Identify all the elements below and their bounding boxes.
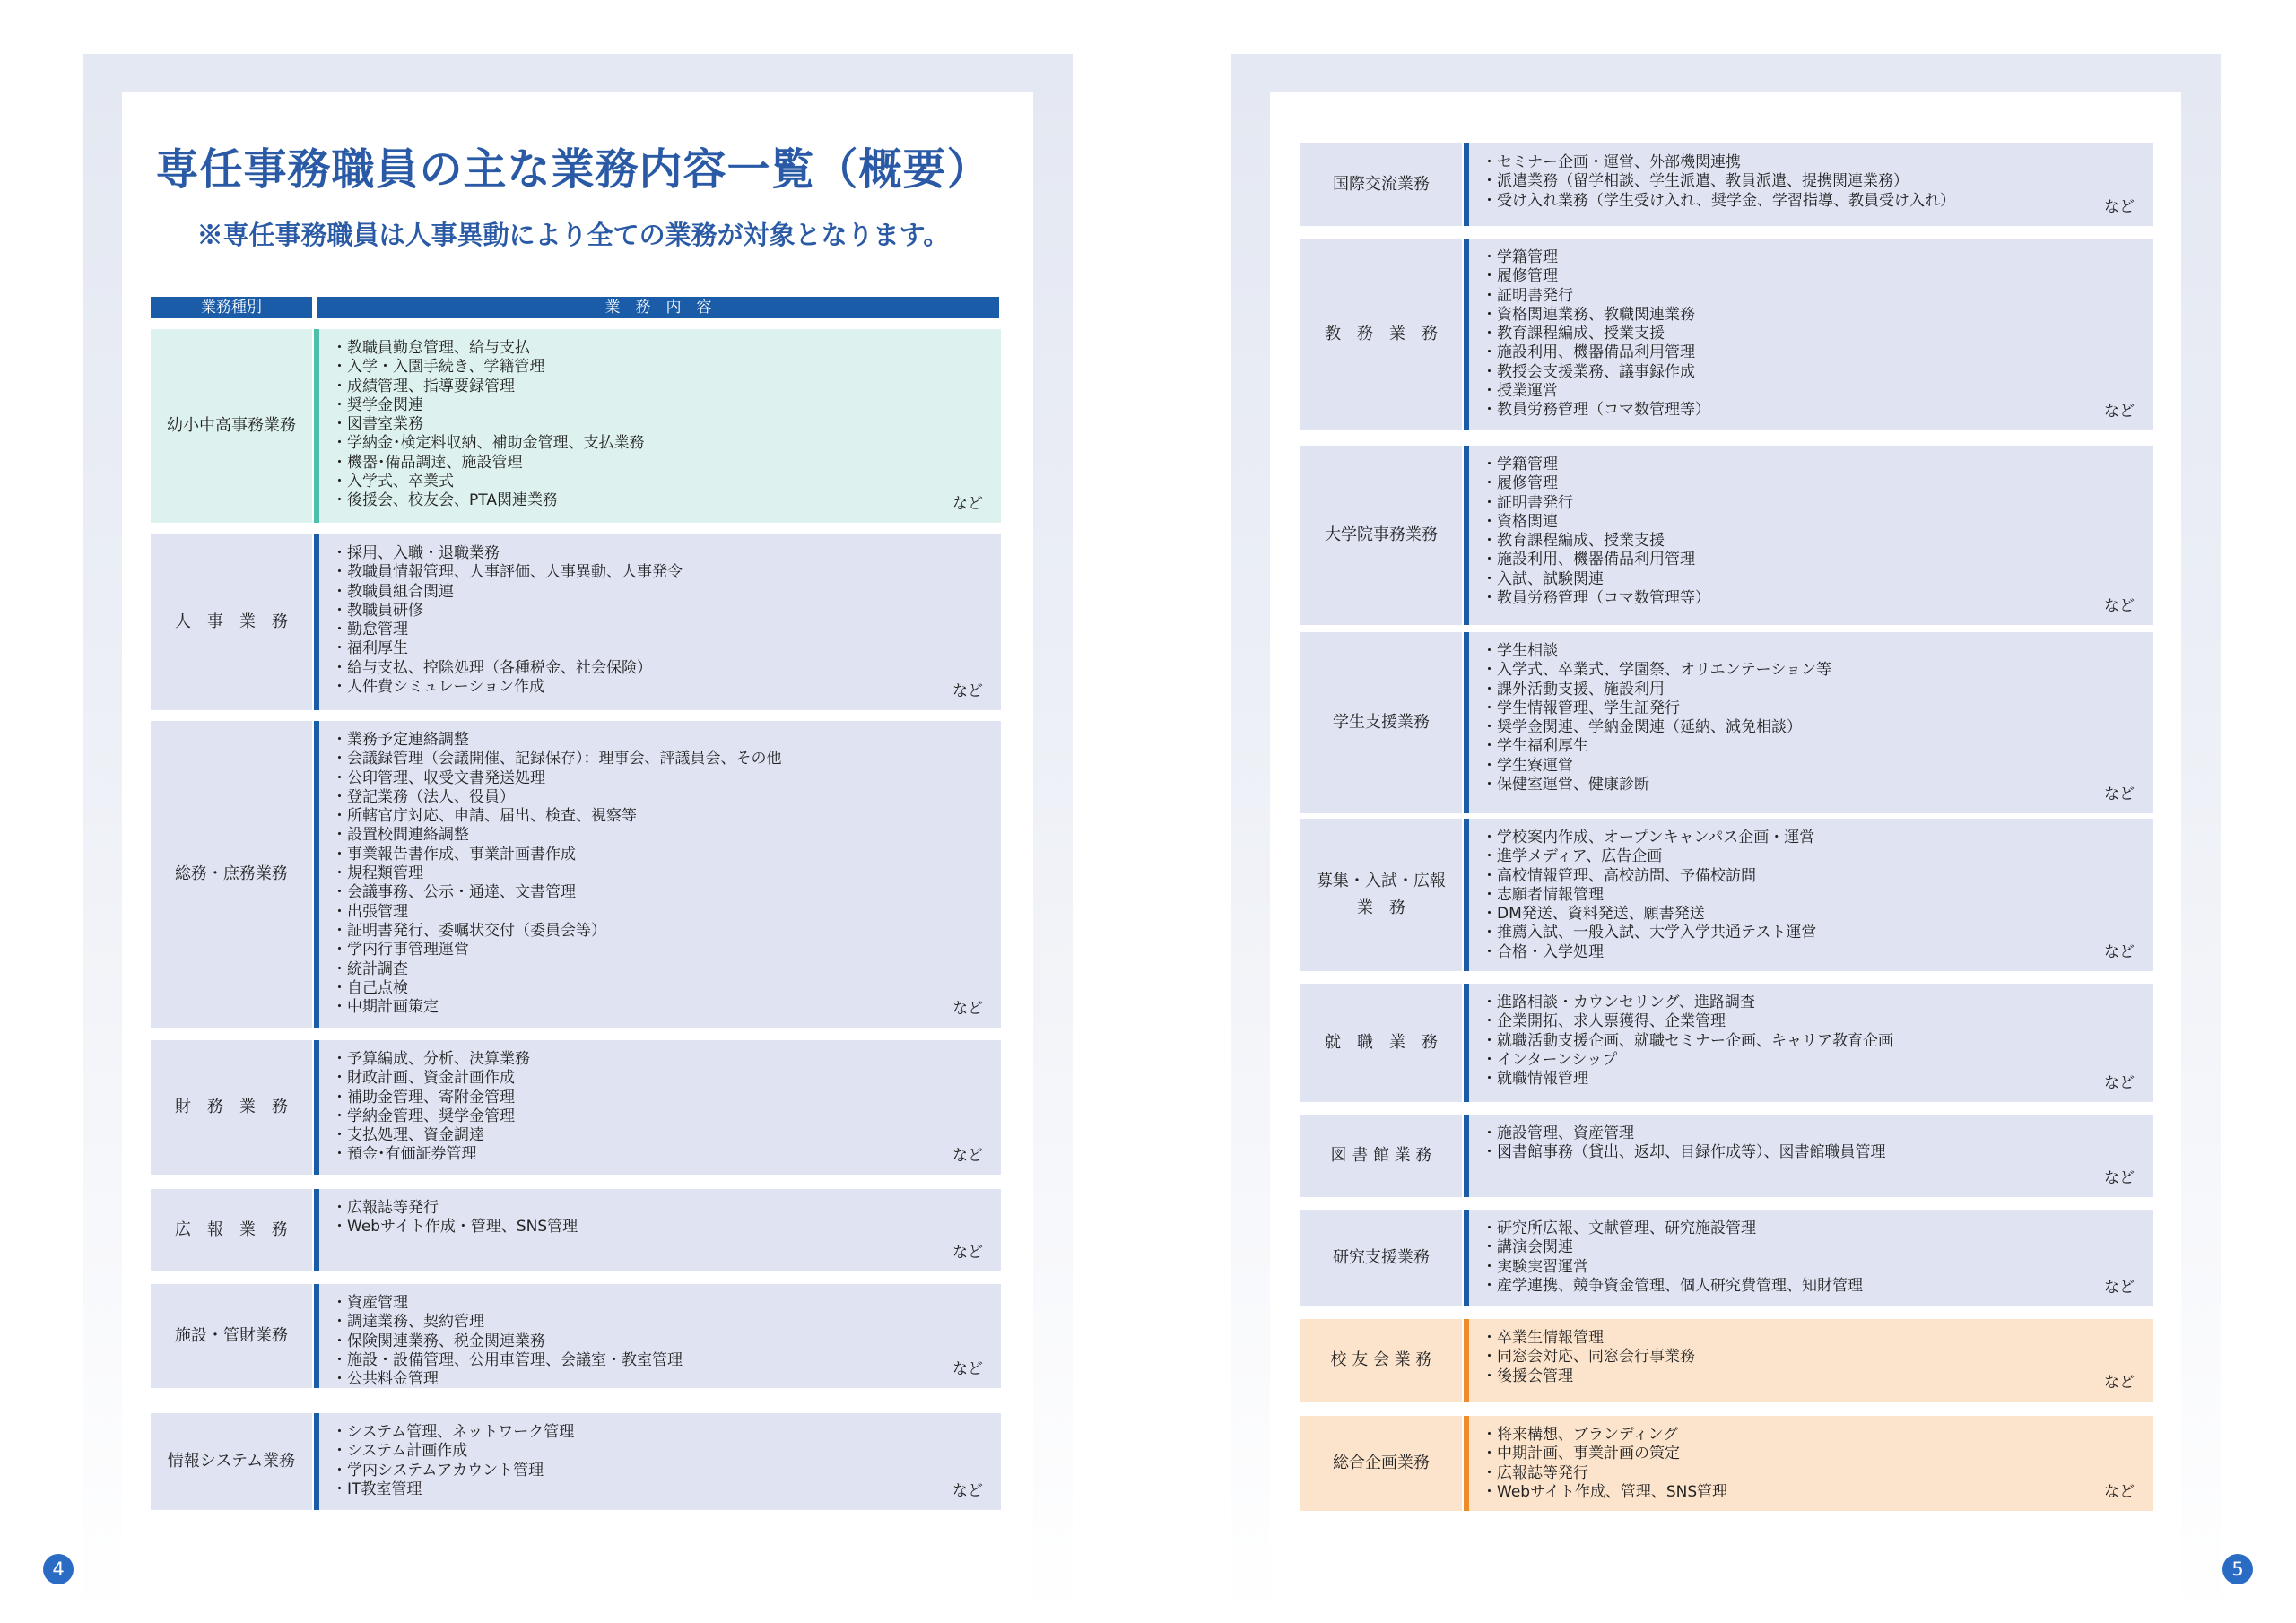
duty-item: ・保険関連業務、税金関連業務 bbox=[332, 1332, 545, 1350]
duty-item: ・中期計画策定 bbox=[332, 998, 439, 1017]
duty-category-label: 財 務 業 務 bbox=[175, 1098, 288, 1116]
duty-category bbox=[151, 534, 312, 710]
duty-item: ・セミナー企画・運営、外部機関連携 bbox=[1482, 153, 1741, 171]
duty-item: ・教授会支援業務、議事録作成 bbox=[1482, 362, 1695, 381]
duty-content bbox=[1469, 239, 2152, 430]
duty-item: ・図書室業務 bbox=[332, 415, 423, 434]
duty-category-label: 図 書 館 業 務 bbox=[1330, 1146, 1432, 1165]
etc-label: など bbox=[952, 1000, 983, 1018]
duty-item: ・後援会管理 bbox=[1482, 1367, 1573, 1385]
duty-item: ・教育課程編成、授業支援 bbox=[1482, 532, 1665, 551]
duty-item: ・支払処理、資金調達 bbox=[332, 1126, 484, 1145]
duty-category bbox=[151, 329, 312, 523]
duty-category bbox=[1300, 1319, 1462, 1402]
duty-item: ・学内システムアカウント管理 bbox=[332, 1461, 544, 1480]
duty-content bbox=[1469, 1210, 2152, 1306]
duty-item: ・施設利用、機器備品利用管理 bbox=[1482, 551, 1695, 569]
duty-content bbox=[1469, 632, 2152, 813]
duty-item: ・調達業務、契約管理 bbox=[332, 1313, 484, 1332]
duty-content bbox=[319, 329, 1001, 523]
duty-category bbox=[1300, 143, 1462, 226]
duty-item: ・勤怠管理 bbox=[332, 621, 408, 639]
duty-item: ・入学式、卒業式 bbox=[332, 473, 454, 491]
duty-item: ・学生情報管理、学生証発行 bbox=[1482, 699, 1680, 717]
duty-item: ・預金･有価証券管理 bbox=[332, 1145, 477, 1164]
duty-content bbox=[1469, 143, 2152, 226]
duty-item: ・補助金管理、寄附金管理 bbox=[332, 1088, 515, 1107]
duty-item: ・教職員勤怠管理、給与支払 bbox=[332, 339, 530, 357]
duty-row bbox=[151, 1413, 1001, 1510]
duty-item: ・学納金･検定料収納、補助金管理、支払業務 bbox=[332, 434, 645, 453]
duty-item: ・学生相談 bbox=[1482, 642, 1558, 660]
duty-category-label: 就 職 業 務 bbox=[1325, 1033, 1438, 1052]
duty-content bbox=[1469, 819, 2152, 971]
duty-item: ・教員労務管理（コマ数管理等） bbox=[1482, 401, 1710, 420]
duty-item: ・広報誌等発行 bbox=[332, 1199, 439, 1217]
duty-item: ・図書館事務（貸出、返却、目録作成等）、図書館職員管理 bbox=[1482, 1143, 1886, 1162]
duty-item: ・教職員研修 bbox=[332, 601, 423, 620]
duty-category-label: 情報システム業務 bbox=[167, 1452, 296, 1471]
duty-category bbox=[1300, 239, 1462, 430]
duty-item: ・規程類管理 bbox=[332, 864, 423, 883]
duty-item: ・進路相談・カウンセリング、進路調査 bbox=[1482, 994, 1755, 1011]
etc-label: など bbox=[2104, 785, 2135, 803]
etc-label: など bbox=[2104, 1074, 2135, 1092]
duty-item: ・会議録管理（会議開催、記録保存）：理事会、評議員会、その他 bbox=[332, 750, 782, 768]
duty-item: ・学校案内作成、オープンキャンパス企画・運営 bbox=[1482, 829, 1815, 846]
duty-item: ・教職員組合関連 bbox=[332, 582, 454, 601]
duty-item: ・証明書発行 bbox=[1482, 493, 1573, 512]
duty-category bbox=[151, 1284, 312, 1388]
duty-item: ・福利厚生 bbox=[332, 639, 408, 658]
duty-item: ・学内行事管理運営 bbox=[332, 941, 469, 959]
duty-item: ・教育課程編成、授業支援 bbox=[1482, 325, 1665, 343]
duty-item: ・将来構想、ブランディング bbox=[1482, 1426, 1679, 1444]
duty-item: ・Webサイト作成・管理、SNS管理 bbox=[332, 1218, 578, 1237]
duty-item: ・学籍管理 bbox=[1482, 248, 1558, 266]
duty-item: ・採用、入職・退職業務 bbox=[332, 544, 500, 562]
duty-row bbox=[1300, 1416, 2152, 1511]
duty-row bbox=[151, 329, 1001, 523]
duty-item: ・出張管理 bbox=[332, 902, 408, 921]
duty-row bbox=[1300, 984, 2152, 1102]
etc-label: など bbox=[2104, 1483, 2135, 1501]
duty-item: ・施設利用、機器備品利用管理 bbox=[1482, 343, 1695, 362]
duty-item: ・事業報告書作成、事業計画書作成 bbox=[332, 845, 576, 864]
page-number-right: 5 bbox=[2222, 1554, 2253, 1584]
duty-category-label: 総務・庶務業務 bbox=[175, 864, 288, 883]
header-category: 業務種別 bbox=[151, 297, 312, 318]
duty-item: ・業務予定連絡調整 bbox=[332, 731, 469, 749]
duty-item: ・高校情報管理、高校訪問、予備校訪問 bbox=[1482, 866, 1756, 885]
duty-item: ・受け入れ業務（学生受け入れ、奨学金、学習指導、教員受け入れ） bbox=[1482, 191, 1956, 210]
duty-item: ・合格・入学処理 bbox=[1482, 942, 1604, 961]
duty-item: ・証明書発行 bbox=[1482, 286, 1573, 305]
duty-item: ・研究所広報、文献管理、研究施設管理 bbox=[1482, 1219, 1756, 1237]
etc-label: など bbox=[952, 1244, 983, 1262]
duty-row bbox=[151, 721, 1001, 1028]
duty-item: ・学籍管理 bbox=[1482, 456, 1558, 473]
duty-item: ・Webサイト作成、管理、SNS管理 bbox=[1482, 1482, 1728, 1501]
duty-item: ・広報誌等発行 bbox=[1482, 1463, 1588, 1482]
duty-category-label: 大学院事務業務 bbox=[1325, 525, 1438, 544]
duty-item: ・施設管理、資産管理 bbox=[1482, 1124, 1634, 1142]
duty-category-label: 学生支援業務 bbox=[1333, 713, 1430, 732]
duty-row bbox=[1300, 143, 2152, 226]
duty-item: ・成績管理、指導要録管理 bbox=[332, 377, 515, 395]
duty-item: ・同窓会対応、同窓会行事業務 bbox=[1482, 1348, 1695, 1367]
duty-item: ・後援会、校友会、PTA関連業務 bbox=[332, 491, 558, 510]
duty-row bbox=[151, 1189, 1001, 1271]
duty-content bbox=[319, 1413, 1001, 1510]
duty-category-label: 施設・管財業務 bbox=[175, 1326, 288, 1345]
duty-content bbox=[1469, 1416, 2152, 1511]
duty-row bbox=[1300, 819, 2152, 971]
duty-item: ・奨学金関連 bbox=[332, 395, 423, 414]
etc-label: など bbox=[2104, 1169, 2135, 1187]
duty-row bbox=[1300, 1115, 2152, 1197]
duty-item: ・統計調査 bbox=[332, 959, 408, 978]
duty-item: ・会議事務、公示・通達、文書管理 bbox=[332, 883, 576, 902]
duty-item: ・学納金管理、奨学金管理 bbox=[332, 1107, 515, 1125]
duty-item: ・システム計画作成 bbox=[332, 1442, 468, 1461]
duty-row bbox=[151, 534, 1001, 710]
duty-content bbox=[1469, 1115, 2152, 1197]
duty-item: ・人件費シミュレーション作成 bbox=[332, 678, 544, 697]
duty-item: ・公印管理、収受文書発送処理 bbox=[332, 768, 545, 787]
duty-category-label: 教 務 業 務 bbox=[1325, 325, 1438, 343]
duty-item: ・奨学金関連、学納金関連（延納、減免相談） bbox=[1482, 718, 1802, 737]
duty-item: ・施設・設備管理、公用車管理、会議室・教室管理 bbox=[332, 1350, 683, 1369]
duty-item: ・入試、試験関連 bbox=[1482, 569, 1604, 588]
duty-item: ・設置校間連絡調整 bbox=[332, 826, 469, 845]
duty-content bbox=[1469, 1319, 2152, 1402]
duty-row bbox=[1300, 632, 2152, 813]
etc-label: など bbox=[2104, 943, 2135, 961]
duty-category bbox=[151, 721, 312, 1028]
duty-content bbox=[1469, 446, 2152, 625]
duty-item: ・資格関連 bbox=[1482, 512, 1558, 531]
duty-category-label: 総合企画業務 bbox=[1333, 1454, 1430, 1472]
duty-category bbox=[1300, 1210, 1462, 1306]
etc-label: など bbox=[2104, 1374, 2135, 1392]
duty-content bbox=[319, 1284, 1001, 1388]
duty-item: ・履修管理 bbox=[1482, 474, 1558, 493]
etc-label: など bbox=[952, 682, 983, 700]
duty-item: ・実験実習運営 bbox=[1482, 1257, 1588, 1276]
duty-category bbox=[1300, 1416, 1462, 1511]
duty-item: ・機器･備品調達、施設管理 bbox=[332, 453, 523, 472]
duty-item: ・財政計画、資金計画作成 bbox=[332, 1069, 515, 1088]
duty-item: ・志願者情報管理 bbox=[1482, 885, 1604, 904]
duty-category bbox=[1300, 446, 1462, 625]
duty-item: ・入学式、卒業式、学園祭、オリエンテーション等 bbox=[1482, 661, 1831, 680]
page-title: 専任事務職員の主な業務内容一覧（概要） bbox=[155, 144, 991, 195]
etc-label: など bbox=[2104, 198, 2135, 216]
duty-item: ・学生福利厚生 bbox=[1482, 737, 1588, 756]
duty-item: ・卒業生情報管理 bbox=[1482, 1329, 1604, 1347]
etc-label: など bbox=[952, 1147, 983, 1165]
duty-item: ・推薦入試、一般入試、大学入学共通テスト運営 bbox=[1482, 924, 1817, 942]
duty-item: ・DM発送、資料発送、願書発送 bbox=[1482, 905, 1705, 924]
page-subtitle: ※専任事務職員は人事異動により全ての業務が対象となります。 bbox=[196, 220, 950, 250]
duty-item: ・登記業務（法人、役員） bbox=[332, 787, 515, 806]
etc-label: など bbox=[952, 1482, 983, 1500]
duty-row bbox=[1300, 1210, 2152, 1306]
header-content: 業 務 内 容 bbox=[317, 297, 999, 318]
duty-category bbox=[1300, 984, 1462, 1102]
duty-item: ・入学・入園手続き、学籍管理 bbox=[332, 358, 545, 377]
duty-item: ・資格関連業務、教職関連業務 bbox=[1482, 305, 1695, 324]
duty-row bbox=[151, 1040, 1001, 1175]
etc-label: など bbox=[952, 1360, 983, 1378]
duty-category-label: 募集・入試・広報 業 務 bbox=[1317, 872, 1446, 917]
duty-category bbox=[1300, 1115, 1462, 1197]
duty-item: ・学生寮運営 bbox=[1482, 756, 1573, 775]
duty-item: ・授業運営 bbox=[1482, 382, 1558, 401]
duty-item: ・予算編成、分析、決算業務 bbox=[332, 1050, 530, 1068]
duty-category-label: 国際交流業務 bbox=[1333, 175, 1430, 194]
page-number-left: 4 bbox=[43, 1554, 74, 1584]
duty-item: ・進学メディア、広告企画 bbox=[1482, 847, 1663, 866]
duty-category-label: 広 報 業 務 bbox=[175, 1220, 288, 1239]
duty-category bbox=[1300, 819, 1462, 971]
duty-item: ・履修管理 bbox=[1482, 267, 1558, 286]
duty-content bbox=[319, 1189, 1001, 1271]
duty-content bbox=[319, 1040, 1001, 1175]
duty-category bbox=[151, 1040, 312, 1175]
duty-item: ・自己点検 bbox=[332, 978, 408, 997]
duty-category bbox=[1300, 632, 1462, 813]
duty-item: ・講演会関連 bbox=[1482, 1238, 1573, 1257]
duty-item: ・課外活動支援、施設利用 bbox=[1482, 680, 1665, 699]
duty-item: ・公共料金管理 bbox=[332, 1370, 439, 1389]
duty-item: ・産学連携、競争資金管理、個人研究費管理、知財管理 bbox=[1482, 1276, 1863, 1295]
duty-category-label: 研究支援業務 bbox=[1333, 1248, 1430, 1267]
duty-item: ・中期計画、事業計画の策定 bbox=[1482, 1445, 1680, 1463]
duty-item: ・IT教室管理 bbox=[332, 1480, 422, 1498]
duty-item: ・所轄官庁対応、申請、届出、検査、視察等 bbox=[332, 807, 637, 826]
duty-item: ・証明書発行、委嘱状交付（委員会等） bbox=[332, 921, 606, 940]
duty-category bbox=[151, 1189, 312, 1271]
duty-item: ・教職員情報管理、人事評価、人事異動、人事発令 bbox=[332, 563, 683, 582]
etc-label: など bbox=[2104, 1279, 2135, 1297]
duty-item: ・資産管理 bbox=[332, 1294, 408, 1312]
duty-item: ・教員労務管理（コマ数管理等） bbox=[1482, 589, 1710, 608]
duty-category bbox=[151, 1413, 312, 1510]
duty-item: ・保健室運営、健康診断 bbox=[1482, 776, 1649, 794]
duty-category-label: 幼小中高事務業務 bbox=[167, 416, 296, 435]
duty-category-label: 校 友 会 業 務 bbox=[1330, 1350, 1432, 1369]
duty-item: ・インターンシップ bbox=[1482, 1050, 1618, 1069]
etc-label: など bbox=[2104, 597, 2135, 615]
duty-item: ・システム管理、ネットワーク管理 bbox=[332, 1423, 575, 1441]
duty-item: ・派遣業務（留学相談、学生派遣、教員派遣、提携関連業務） bbox=[1482, 172, 1909, 191]
duty-row bbox=[151, 1284, 1001, 1388]
duty-row bbox=[1300, 1319, 2152, 1402]
duty-content bbox=[319, 534, 1001, 710]
duty-row bbox=[1300, 239, 2152, 430]
duty-content bbox=[319, 721, 1001, 1028]
duty-category-label: 人 事 業 務 bbox=[175, 612, 288, 631]
duty-row bbox=[1300, 446, 2152, 625]
duty-item: ・就職活動支援企画、就職セミナー企画、キャリア教育企画 bbox=[1482, 1031, 1893, 1050]
duty-item: ・給与支払、控除処理（各種税金、社会保険） bbox=[332, 658, 652, 677]
etc-label: など bbox=[952, 495, 983, 513]
duty-content bbox=[1469, 984, 2152, 1102]
duty-item: ・就職情報管理 bbox=[1482, 1070, 1588, 1089]
duty-item: ・企業開拓、求人票獲得、企業管理 bbox=[1482, 1012, 1726, 1031]
etc-label: など bbox=[2104, 403, 2135, 421]
